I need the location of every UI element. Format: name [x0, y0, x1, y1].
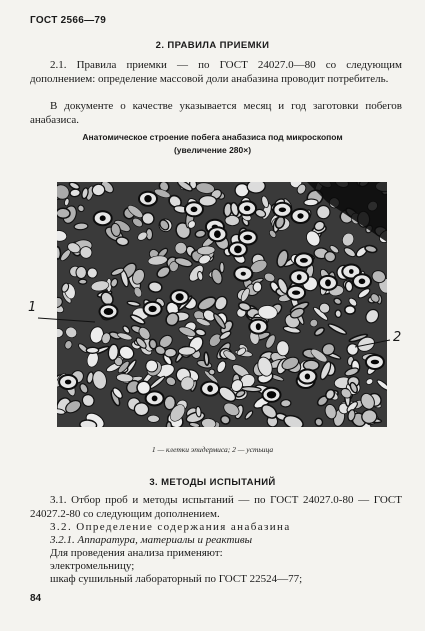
section-2-title: 2. ПРАВИЛА ПРИЕМКИ: [155, 40, 270, 51]
figure-title-line2: (увеличение 280×): [173, 145, 252, 155]
paragraph-2-2: В документе о качестве указывается месяц и год заготовки побегов анабазиса.: [30, 100, 402, 126]
list-item-oven: шкаф сушильный лабораторный по ГОСТ 22524—77;: [50, 573, 303, 585]
figure-legend: 1 — клетки эпидермиса; 2 — устьица: [151, 445, 274, 454]
paragraph-3-2: 3.2. Определение содержания анабазина: [50, 521, 291, 533]
figure-title-line1: Анатомическое строение побега анабазиса под микроскопом: [82, 132, 343, 142]
figure-label-1: 1: [28, 300, 37, 315]
list-item-mill: электромельницу;: [50, 560, 135, 572]
page-number: 84: [30, 593, 42, 604]
figure-label-2: 2: [393, 330, 402, 345]
section-3-title: 3. МЕТОДЫ ИСПЫТАНИЙ: [149, 477, 276, 488]
paragraph-3-1: 3.1. Отбор проб и методы испытаний — по ГОСТ 24027.0-80 — ГОСТ 24027.2-80 со следующим дополнением.: [30, 494, 402, 520]
paragraph-3-2-1: 3.2.1. Аппаратура, материалы и реактивы: [50, 534, 253, 546]
standard-code-header: ГОСТ 2566—79: [30, 15, 107, 26]
list-intro: Для проведения анализа применяют:: [50, 547, 223, 559]
paragraph-2-1: 2.1. Правила приемки — по ГОСТ 24027.0—80 со следующим дополнением: определение массовой доли анабазина проводит потребитель.: [30, 59, 402, 85]
